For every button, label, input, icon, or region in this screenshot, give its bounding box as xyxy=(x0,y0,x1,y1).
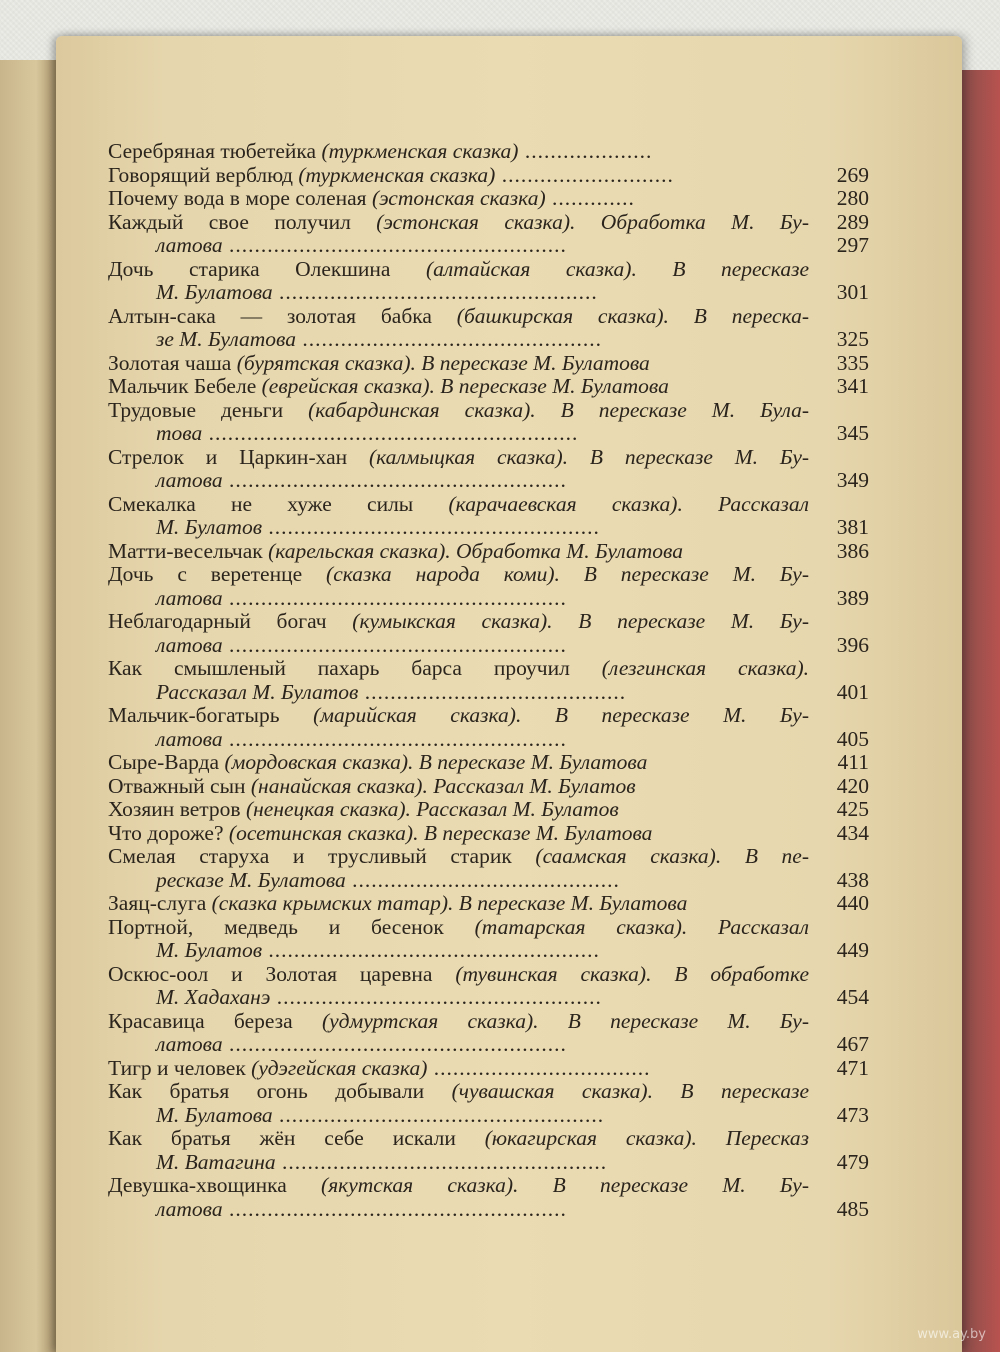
toc-page-number: 420 xyxy=(836,773,869,798)
toc-entry-continuation: латова xyxy=(156,1197,223,1221)
toc-entry-line xyxy=(108,822,873,846)
toc-leader-dots: ......................................... xyxy=(358,680,627,704)
toc-entry xyxy=(108,1080,873,1127)
toc-entry-continuation: латова xyxy=(156,1033,223,1056)
toc-page-number: 389 xyxy=(836,585,869,610)
toc-leader-dots: ................................................... xyxy=(272,1103,605,1127)
toc-entry-continuation: зе М. Булатова xyxy=(156,328,296,351)
toc-page-number: 341 xyxy=(836,374,869,398)
toc-entry-line xyxy=(108,493,873,517)
toc-entry-title: Смекалка не хуже силы xyxy=(108,492,414,516)
toc-entry-title: Говорящий верблюд xyxy=(108,163,293,187)
toc-entry-line xyxy=(108,446,873,470)
toc-entry xyxy=(108,493,873,540)
toc-page-number: 401 xyxy=(836,679,869,704)
toc-entry-continuation: това xyxy=(156,422,203,445)
toc-entry xyxy=(108,399,873,446)
toc-entry-continuation: латова xyxy=(156,633,223,657)
toc-leader-dots: ..................................................... xyxy=(222,469,567,492)
toc-entry xyxy=(108,446,873,493)
toc-entry xyxy=(108,845,873,892)
toc-page-number: 440 xyxy=(836,891,869,915)
toc-entry-note: (еврейская сказка). В пересказе М. Булатова xyxy=(261,375,669,398)
toc-entry-continuation: Рассказал М. Булатов xyxy=(156,680,359,704)
toc-leader-dots: ..................................................... xyxy=(222,234,567,257)
toc-entry xyxy=(108,1010,873,1057)
toc-page-number: 396 xyxy=(836,632,869,657)
toc-entry-line xyxy=(108,798,873,822)
toc-leader-dots: ..................................................... xyxy=(222,1033,567,1056)
toc-entry-note: (удмуртская сказка). В пересказе М. Бу- xyxy=(321,1009,809,1033)
toc-entry xyxy=(108,916,873,963)
toc-page-number: 381 xyxy=(836,515,869,539)
toc-entry-continuation: ресказе М. Булатова xyxy=(156,868,346,892)
toc-entry-title: Тигр и человек xyxy=(108,1056,246,1080)
toc-entry-line xyxy=(108,399,873,423)
toc-entry-note: (алтайская сказка). В пересказе xyxy=(425,257,810,281)
toc-entry-title: Матти-весельчак xyxy=(108,539,263,563)
toc-entry-note: (эстонская сказка) xyxy=(371,187,546,210)
toc-entry-line xyxy=(108,916,873,940)
toc-page-number: 471 xyxy=(836,1055,869,1080)
toc-entry-line xyxy=(108,587,873,611)
toc-entry-line xyxy=(108,234,873,258)
toc-page-number: 467 xyxy=(836,1032,869,1056)
toc-leader-dots: .................... xyxy=(518,140,653,163)
toc-entry-line xyxy=(108,1198,873,1222)
toc-entry xyxy=(108,775,873,799)
toc-entry xyxy=(108,892,873,916)
toc-entry-note: (карельская сказка). Обработка М. Булатова xyxy=(268,539,683,563)
toc-entry-line xyxy=(108,187,873,211)
toc-entry-title: Что дороже? xyxy=(108,821,224,845)
toc-entry-line xyxy=(108,657,873,681)
toc-entry-title: Как братья огонь добывали xyxy=(108,1080,425,1103)
toc-entry-line xyxy=(108,422,873,446)
toc-entry xyxy=(108,540,873,564)
toc-entry-line xyxy=(108,352,873,376)
toc-entry xyxy=(108,822,873,846)
toc-page-number: 411 xyxy=(837,750,869,774)
toc-entry-continuation: М. Ватагина xyxy=(156,1150,276,1174)
toc-entry-note: (кабардинская сказка). В пересказе М. Була- xyxy=(308,398,810,422)
toc-entry-line xyxy=(108,375,873,399)
toc-entry-title: Смелая старуха и трусливый старик xyxy=(108,845,512,868)
toc-entry-line xyxy=(108,963,873,987)
toc-entry-note: (бурятская сказка). В пересказе М. Булатова xyxy=(236,351,650,375)
toc-entry-line xyxy=(108,775,873,799)
toc-entry-line xyxy=(108,328,873,352)
toc-entry xyxy=(108,1057,873,1081)
toc-entry-line xyxy=(108,986,873,1010)
toc-entry-title: Сыре-Варда xyxy=(108,751,220,774)
toc-leader-dots: ..................................................... xyxy=(222,633,567,657)
toc-entry xyxy=(108,610,873,657)
toc-page-number: 485 xyxy=(836,1196,869,1221)
toc-entry-title: Хозяин ветров xyxy=(108,798,241,821)
toc-leader-dots: .................................. xyxy=(427,1056,651,1080)
toc-entry-continuation: М. Хадаханэ xyxy=(156,986,271,1009)
toc-entry-line xyxy=(108,681,873,705)
toc-entry xyxy=(108,375,873,399)
toc-entry-title: Неблагодарный богач xyxy=(108,610,327,633)
toc-entry-continuation: М. Булатова xyxy=(156,1103,273,1127)
toc-entry xyxy=(108,305,873,352)
toc-leader-dots: ............................................... xyxy=(295,328,602,351)
toc-page-number: 425 xyxy=(836,797,869,821)
toc-entry-title: Оскюс-оол и Золотая царевна xyxy=(108,962,433,986)
toc-page-number: 449 xyxy=(836,938,869,962)
toc-leader-dots: .................................................... xyxy=(262,939,600,962)
toc-entry-note: (лезгинская сказка). xyxy=(601,657,810,680)
toc-entry-title: Каждый свое получил xyxy=(108,210,351,234)
toc-entry-title: Дочь с веретенце xyxy=(108,563,303,586)
toc-entry-continuation: латова xyxy=(156,234,223,257)
toc-entry-line xyxy=(108,610,873,634)
toc-entry-line xyxy=(108,869,873,893)
toc-entry-note: (татарская сказка). Рассказал xyxy=(474,915,809,939)
table-of-contents xyxy=(108,140,873,1221)
toc-entry-note: (нанайская сказка). Рассказал М. Булатов xyxy=(250,774,636,798)
watermark: www.ay.by xyxy=(917,1327,986,1342)
toc-page-number: 349 xyxy=(836,468,869,492)
toc-entry-title: Дочь старика Олекшина xyxy=(108,257,391,281)
toc-entry-line xyxy=(108,211,873,235)
toc-entry-continuation: латова xyxy=(156,469,223,492)
toc-leader-dots: ..................................................... xyxy=(222,727,567,751)
toc-entry-line xyxy=(108,540,873,564)
toc-entry-line xyxy=(108,164,873,188)
toc-entry-line xyxy=(108,1080,873,1104)
toc-entry-line xyxy=(108,1033,873,1057)
toc-entry-title: Серебряная тюбетейка xyxy=(108,140,317,163)
toc-entry-note: (сказка народа коми). В пересказе М. Бу- xyxy=(326,563,810,586)
toc-page-number: 454 xyxy=(836,985,869,1009)
toc-entry-line xyxy=(108,563,873,587)
toc-leader-dots: .................................................. xyxy=(272,281,598,304)
toc-entry-line xyxy=(108,728,873,752)
toc-entry-note: (чувашская сказка). В пересказе xyxy=(451,1080,809,1103)
toc-entry-title: Портной, медведь и бесенок xyxy=(108,915,444,939)
toc-entry-line xyxy=(108,140,873,164)
toc-page-number: 473 xyxy=(836,1102,869,1127)
toc-entry-line xyxy=(108,469,873,493)
toc-entry-continuation: латова xyxy=(156,586,223,610)
toc-entry-title: Отважный сын xyxy=(108,774,246,798)
toc-entry-note: (кумыкская сказка). В пересказе М. Бу- xyxy=(352,610,809,633)
toc-entry-line xyxy=(108,634,873,658)
toc-entry-line xyxy=(108,845,873,869)
toc-entry-title: Алтын-сака — золотая бабка xyxy=(108,304,432,328)
toc-page-number: 289 xyxy=(836,209,869,234)
toc-entry-line xyxy=(108,1057,873,1081)
toc-entry-note: (марийская сказка). В пересказе М. Бу- xyxy=(313,704,809,727)
toc-entry-title: Как смышленый пахарь барса проучил xyxy=(108,657,570,680)
toc-entry-line xyxy=(108,1151,873,1175)
toc-entry-continuation: М. Булатова xyxy=(156,281,273,304)
toc-entry xyxy=(108,704,873,751)
toc-page-number: 386 xyxy=(836,538,869,563)
toc-entry-note: (карачаевская сказка). Рассказал xyxy=(448,492,810,516)
toc-leader-dots: .......................................... xyxy=(345,868,620,892)
toc-page-number: 297 xyxy=(836,233,869,257)
toc-entry xyxy=(108,798,873,822)
toc-entry xyxy=(108,258,873,305)
toc-entry-note: (ненецкая сказка). Рассказал М. Булатов xyxy=(245,798,619,821)
toc-entry-line xyxy=(108,305,873,329)
toc-entry-title: Золотая чаша xyxy=(108,351,232,375)
toc-entry-note: (эстонская сказка). Обработка М. Бу- xyxy=(376,210,809,234)
toc-entry-line xyxy=(108,258,873,282)
toc-entry-title: Красавица береза xyxy=(108,1009,293,1033)
toc-page-number: 325 xyxy=(836,327,869,351)
toc-page-number: 280 xyxy=(836,186,869,210)
toc-entry-title: Стрелок и Царкин-хан xyxy=(108,445,348,469)
toc-entry-continuation: М. Булатов xyxy=(156,939,263,962)
toc-entry-note: (тувинская сказка). В обработке xyxy=(455,962,810,986)
toc-entry-note: (удэгейская сказка) xyxy=(251,1056,428,1080)
toc-entry-title: Трудовые деньги xyxy=(108,398,284,422)
toc-entry xyxy=(108,1174,873,1221)
toc-entry-continuation: латова xyxy=(156,727,223,751)
toc-entry-line xyxy=(108,1127,873,1151)
toc-entry-line xyxy=(108,751,873,775)
toc-leader-dots: .......................................................... xyxy=(202,422,579,445)
toc-entry-note: (башкирская сказка). В переска- xyxy=(456,304,809,328)
toc-entry-title: Почему вода в море соленая xyxy=(108,187,367,210)
toc-page-number: 345 xyxy=(836,421,869,445)
toc-entry-line xyxy=(108,281,873,305)
previous-page-edge xyxy=(0,60,60,1352)
toc-page-number: 269 xyxy=(836,162,869,187)
toc-entry-note: (туркменская сказка) xyxy=(321,140,519,163)
toc-entry xyxy=(108,563,873,610)
toc-entry xyxy=(108,211,873,258)
toc-entry-line xyxy=(108,516,873,540)
toc-page-number: 438 xyxy=(836,867,869,892)
toc-entry-line xyxy=(108,1104,873,1128)
toc-entry-title: Мальчик Бебеле xyxy=(108,375,257,398)
toc-entry xyxy=(108,352,873,376)
toc-entry-line xyxy=(108,892,873,916)
toc-entry-note: (саамская сказка). В пе- xyxy=(535,845,810,868)
toc-entry-note: (сказка крымских татар). В пересказе М. Булатова xyxy=(211,892,688,915)
toc-entry-line xyxy=(108,1174,873,1198)
toc-entry-line xyxy=(108,939,873,963)
toc-page-number: 405 xyxy=(836,726,869,751)
toc-entry-note: (калмыцкая сказка). В пересказе М. Бу- xyxy=(369,445,810,469)
toc-entry-note: (юкагирская сказка). Пересказ xyxy=(484,1127,809,1150)
toc-entry xyxy=(108,1127,873,1174)
toc-entry-note: (туркменская сказка) xyxy=(298,163,496,187)
toc-leader-dots: ........................... xyxy=(495,163,674,187)
toc-leader-dots: ..................................................... xyxy=(222,586,567,610)
toc-entry-line xyxy=(108,704,873,728)
toc-entry xyxy=(108,751,873,775)
toc-entry-title: Заяц-слуга xyxy=(108,892,207,915)
toc-entry-title: Как братья жён себе искали xyxy=(108,1127,456,1150)
toc-entry-note: (осетинская сказка). В пересказе М. Булатова xyxy=(228,821,653,845)
toc-page-number: 335 xyxy=(836,350,869,375)
toc-leader-dots: ............. xyxy=(545,187,635,210)
toc-leader-dots: ..................................................... xyxy=(222,1197,567,1221)
toc-entry xyxy=(108,963,873,1010)
toc-page-number: 301 xyxy=(836,280,869,304)
toc-entry-note: (мордовская сказка). В пересказе М. Булатова xyxy=(224,751,648,774)
toc-page-number: 434 xyxy=(836,820,869,845)
toc-entry-continuation: М. Булатов xyxy=(156,516,263,539)
toc-entry-title: Девушка-хвощинка xyxy=(108,1174,287,1197)
toc-entry-note: (якутская сказка). В пересказе М. Бу- xyxy=(321,1174,810,1197)
toc-entry-title: Мальчик-богатырь xyxy=(108,704,280,727)
toc-leader-dots: ................................................... xyxy=(275,1150,608,1174)
toc-entry xyxy=(108,657,873,704)
toc-leader-dots: .................................................... xyxy=(262,516,600,539)
toc-entry-line xyxy=(108,1010,873,1034)
toc-leader-dots: ................................................... xyxy=(270,986,602,1009)
toc-page-number: 479 xyxy=(836,1149,869,1174)
